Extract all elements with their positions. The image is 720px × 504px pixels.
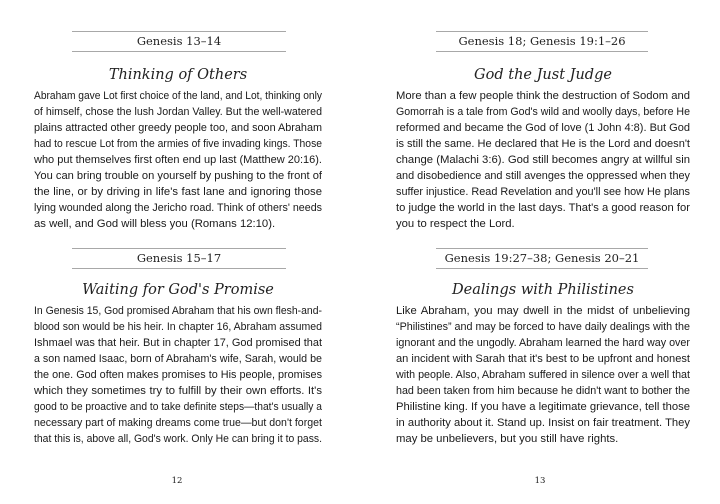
section-body (396, 88, 690, 232)
body-line: who put themselves first often end up last (Matthew 20:16). (34, 154, 322, 166)
section-body (396, 303, 690, 447)
section-body (34, 303, 322, 447)
body-line: in authority about it. Stand up. Insist on fair treatment. They (396, 417, 690, 429)
body-line: “Philistines” and may be forced to have daily dealings with the (396, 321, 690, 333)
body-line: which they sometimes try to fulfill by their own efforts. It's (34, 385, 322, 397)
body-line: Ishmael was that heir. But in chapter 17, God promised that (34, 337, 322, 349)
body-line: good to be proactive and to take definite steps—that's usually a (34, 401, 322, 413)
body-line: had been taken from him because he didn't want to bother the (396, 385, 690, 397)
body-line: Abraham gave Lot first choice of the land, and Lot, thinking only (34, 90, 322, 102)
page-number: 12 (171, 476, 183, 486)
body-line: the one. God often makes promises to His people, promises (34, 369, 322, 381)
body-line: reformed and became the God of love (1 John 4:8). But God (396, 122, 690, 134)
body-line: In Genesis 15, God promised Abraham that his own flesh-and- (34, 305, 322, 317)
body-line: More than a few people think the destruction of Sodom and (396, 90, 690, 102)
section-body (34, 88, 322, 232)
body-line: You can bring trouble on yourself by pushing to the front of (34, 170, 322, 182)
body-line: Like Abraham, you may dwell in the midst of unbelieving (396, 305, 690, 317)
body-line: Philistine king. If you have a legitimate grievance, tell those (396, 401, 690, 413)
body-line: had to rescue Lot from the armies of five invading kings. Those (34, 138, 322, 150)
body-line: that this is, above all, God's work. Only He can bring it to pass. (34, 433, 322, 445)
body-line: is still the same. He declared that He is the Lord and doesn't (396, 138, 690, 150)
body-line: ignorant and the ungodly. Abraham learned the hard way over (396, 337, 690, 349)
section-title: Thinking of Others (108, 67, 248, 83)
body-line: change (Malachi 3:6). God still becomes angry at willful sin (396, 154, 690, 166)
section-reference: Genesis 18; Genesis 19:1–26 (436, 31, 648, 52)
section-reference: Genesis 19:27–38; Genesis 20–21 (436, 248, 648, 269)
section-reference: Genesis 15–17 (72, 248, 286, 269)
body-line: an incident with Sarah that it's best to be upfront and honest (396, 353, 690, 365)
page-number: 13 (534, 476, 546, 486)
body-line: as well, and God will bless you (Romans 12:10). (34, 218, 276, 230)
body-line: blood son would be his heir. In chapter 16, Abraham assumed (34, 321, 322, 333)
body-line: a son named Isaac, born of Abraham's wife, Sarah, would be (34, 353, 322, 365)
body-line: you to respect the Lord. (396, 218, 515, 230)
section-reference: Genesis 13–14 (72, 31, 286, 52)
body-line: and disobedience and still avenges the oppressed when they (396, 170, 690, 182)
section-title: Dealings with Philistines (452, 282, 634, 298)
body-line: may be unbelievers, but you still have rights. (396, 433, 619, 445)
body-line: the line, or by driving in life's fast lane and ignoring those (34, 186, 322, 198)
body-line: with people. Also, Abraham suffered in silence over a well that (396, 369, 690, 381)
body-line: to judge the world in the last days. That's a good reason for (396, 202, 690, 214)
body-line: plains attracted other greedy people too, and soon Abraham (34, 122, 322, 134)
body-line: Gomorrah is a tale from God's wild and woolly days, before He (396, 106, 690, 118)
section-title: Waiting for God's Promise (82, 282, 274, 298)
body-line: suffer injustice. Read Revelation and you'll see how He plans (396, 186, 690, 198)
body-line: lying wounded along the Jericho road. Think of others' needs (34, 202, 322, 214)
right-page (360, 0, 720, 504)
section-title: God the Just Judge (474, 67, 612, 83)
body-line: necessary part of making dreams come true—but don't forget (34, 417, 322, 429)
body-line: of himself, chose the lush Jordan Valley. But the well-watered (34, 106, 322, 118)
